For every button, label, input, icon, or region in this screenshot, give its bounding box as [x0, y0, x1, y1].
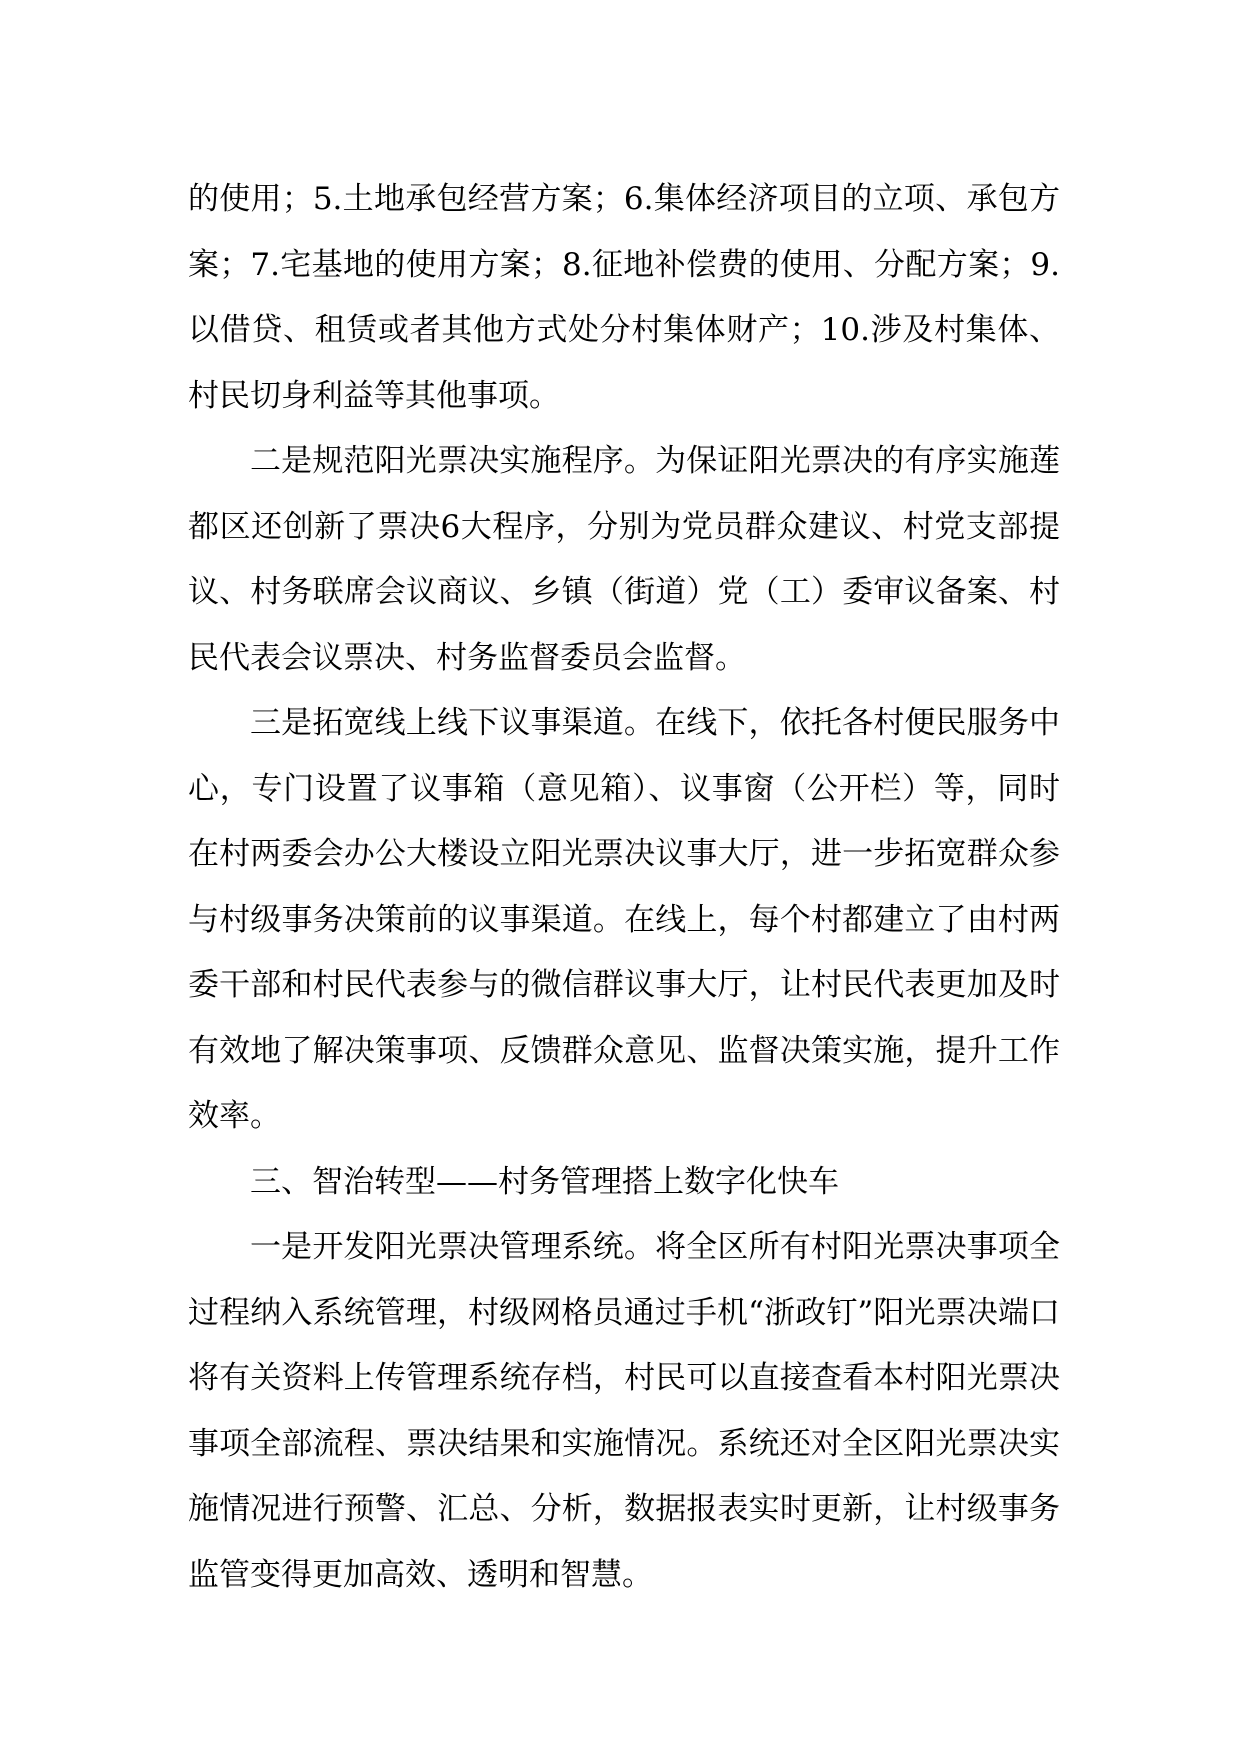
document-body	[188, 167, 1060, 1608]
paragraph-discussion-channels: 三是拓宽线上线下议事渠道。在线下，依托各村便民服务中心，专门设置了议事箱（意见箱）、议事窗（公开栏）等，同时在村两委会办公大楼设立阳光票决议事大厅，进一步拓宽群众参与村级事务决策前的议事渠道。在线上，每个村都建立了由村两委干部和村民代表参与的微信群议事大厅，让村民代表更加及时有效地了解决策事项、反馈群众意见、监督决策实施，提升工作效率。	[188, 705, 1060, 1134]
paragraph-voting-procedure: 二是规范阳光票决实施程序。为保证阳光票决的有序实施莲都区还创新了票决6大程序，分别为党员群众建议、村党支部提议、村务联席会议商议、乡镇（街道）党（工）委审议备案、村民代表会议票决、村务监督委员会监督。	[188, 443, 1060, 676]
section-heading-digital-governance: 三、智治转型——村务管理搭上数字化快车	[250, 1163, 839, 1200]
paragraph-continued-items: 的使用；5.土地承包经营方案；6.集体经济项目的立项、承包方案；7.宅基地的使用方案；8.征地补偿费的使用、分配方案；9.以借贷、租赁或者其他方式处分村集体财产；10.涉及村集体、村民切身利益等其他事项。	[188, 181, 1060, 414]
paragraph-management-system: 一是开发阳光票决管理系统。将全区所有村阳光票决事项全过程纳入系统管理，村级网格员通过手机“浙政钉”阳光票决端口将有关资料上传管理系统存档，村民可以直接查看本村阳光票决事项全部流程、票决结果和实施情况。系统还对全区阳光票决实施情况进行预警、汇总、分析，数据报表实时更新，让村级事务监管变得更加高效、透明和智慧。	[188, 1229, 1060, 1593]
